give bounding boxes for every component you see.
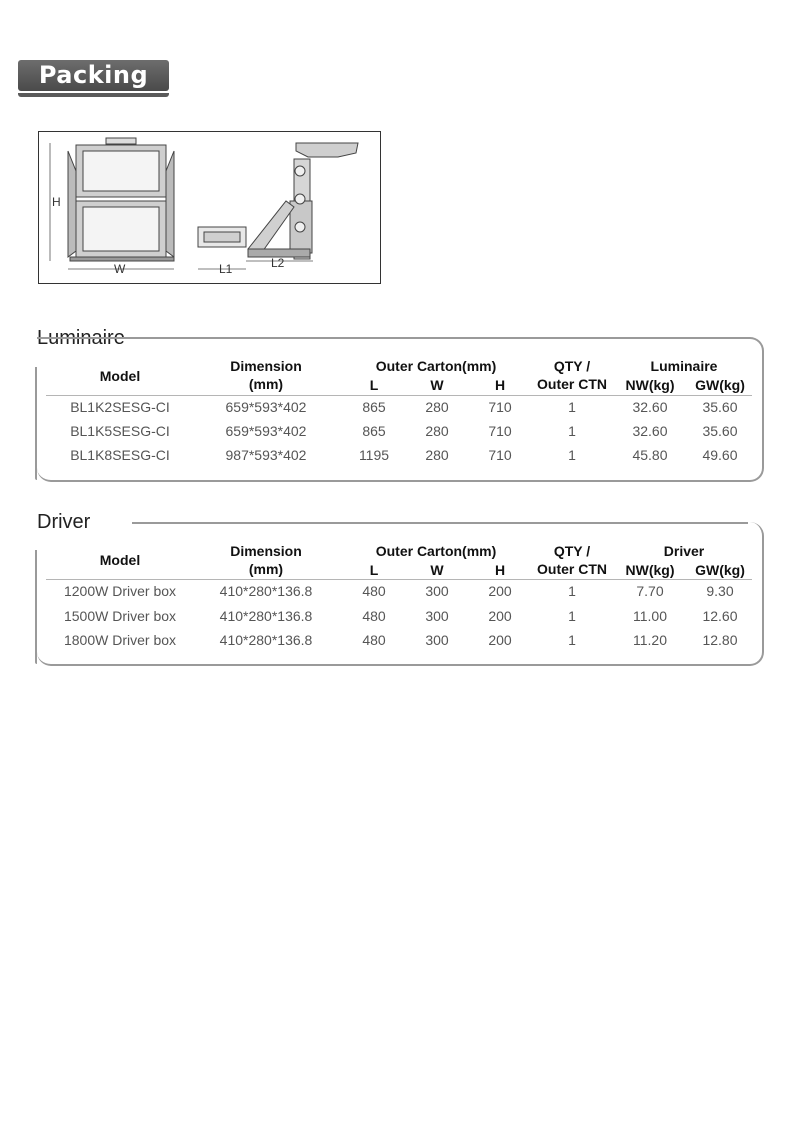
dimension-label-h: H (52, 195, 61, 209)
col-header-dimension-unit: (mm) (248, 561, 284, 577)
cell-gw: 35.60 (702, 423, 738, 439)
cell-w: 300 (425, 632, 449, 648)
cell-nw: 32.60 (632, 423, 668, 439)
driver-section-title: Driver (37, 511, 91, 533)
cell-model: 1200W Driver box (63, 583, 177, 599)
cell-h: 200 (488, 583, 512, 599)
cell-dimension: 659*593*402 (225, 399, 307, 415)
cell-dimension: 659*593*402 (225, 423, 307, 439)
cell-gw: 49.60 (702, 447, 738, 463)
col-header-model: Model (99, 368, 141, 384)
cell-w: 300 (425, 608, 449, 624)
cell-qty: 1 (568, 608, 576, 624)
cell-l: 480 (362, 583, 386, 599)
cell-h: 200 (488, 608, 512, 624)
col-header-gw: GW(kg) (695, 377, 745, 393)
col-header-model: Model (99, 552, 141, 568)
cell-gw: 12.60 (702, 608, 738, 624)
cell-h: 710 (488, 447, 512, 463)
driver-box-view (198, 227, 246, 247)
dimension-label-w: W (114, 262, 126, 276)
cell-qty: 1 (568, 423, 576, 439)
cell-nw: 11.00 (633, 608, 667, 624)
col-header-l: L (369, 562, 379, 578)
cell-qty: 1 (568, 447, 576, 463)
col-header-qty: QTY / (553, 358, 591, 374)
dimension-label-l1: L1 (219, 262, 233, 276)
cell-l: 865 (362, 399, 386, 415)
col-header-qty-outer-ctn: Outer CTN (537, 376, 607, 392)
cell-h: 710 (488, 399, 512, 415)
cell-model: BL1K5SESG-CI (70, 423, 170, 439)
cell-dimension: 410*280*136.8 (219, 632, 313, 648)
col-header-gw: GW(kg) (695, 562, 745, 578)
cell-w: 280 (425, 399, 449, 415)
cell-gw: 12.80 (702, 632, 738, 648)
cell-nw: 45.80 (632, 447, 668, 463)
cell-w: 280 (425, 423, 449, 439)
cell-l: 1195 (358, 447, 390, 463)
col-header-qty-outer-ctn: Outer CTN (537, 561, 607, 577)
section-header-tab (18, 60, 169, 98)
cell-l: 480 (362, 608, 386, 624)
col-header-h: H (494, 377, 506, 393)
header-divider (46, 579, 752, 580)
col-header-outer-carton: Outer Carton(mm) (375, 543, 497, 559)
cell-gw: 35.60 (702, 399, 738, 415)
cell-qty: 1 (568, 399, 576, 415)
cell-gw: 9.30 (706, 583, 734, 599)
col-header-dimension: Dimension (230, 543, 302, 559)
cell-nw: 32.60 (632, 399, 668, 415)
packing-dimension-drawing (38, 131, 381, 284)
cell-model: 1500W Driver box (63, 608, 177, 624)
cell-dimension: 410*280*136.8 (219, 608, 313, 624)
col-header-outer-carton: Outer Carton(mm) (375, 358, 497, 374)
luminaire-section-title: Luminaire (37, 327, 125, 349)
col-header-h: H (494, 562, 506, 578)
header-title: Packing (38, 61, 149, 89)
header-tab-underline (18, 93, 169, 97)
header-divider (46, 395, 752, 396)
col-header-dimension-unit: (mm) (248, 376, 284, 392)
cell-w: 280 (425, 447, 449, 463)
cell-l: 865 (362, 423, 386, 439)
col-header-driver-group: Driver (663, 543, 705, 559)
cell-dimension: 987*593*402 (225, 447, 307, 463)
col-header-dimension: Dimension (230, 358, 302, 374)
col-header-luminaire-group: Luminaire (650, 358, 718, 374)
cell-qty: 1 (568, 632, 576, 648)
dimension-label-l2: L2 (271, 256, 285, 270)
col-header-qty: QTY / (553, 543, 591, 559)
col-header-w: W (430, 377, 444, 393)
col-header-l: L (369, 377, 379, 393)
cell-h: 200 (488, 632, 512, 648)
cell-w: 300 (425, 583, 449, 599)
cell-nw: 11.20 (633, 632, 667, 648)
col-header-nw: NW(kg) (625, 377, 675, 393)
cell-qty: 1 (568, 583, 576, 599)
cell-model: BL1K8SESG-CI (70, 447, 170, 463)
cell-h: 710 (488, 423, 512, 439)
col-header-w: W (430, 562, 444, 578)
cell-dimension: 410*280*136.8 (219, 583, 313, 599)
col-header-nw: NW(kg) (625, 562, 675, 578)
cell-nw: 7.70 (636, 583, 664, 599)
cell-l: 480 (362, 632, 386, 648)
cell-model: 1800W Driver box (63, 632, 177, 648)
cell-model: BL1K2SESG-CI (70, 399, 170, 415)
